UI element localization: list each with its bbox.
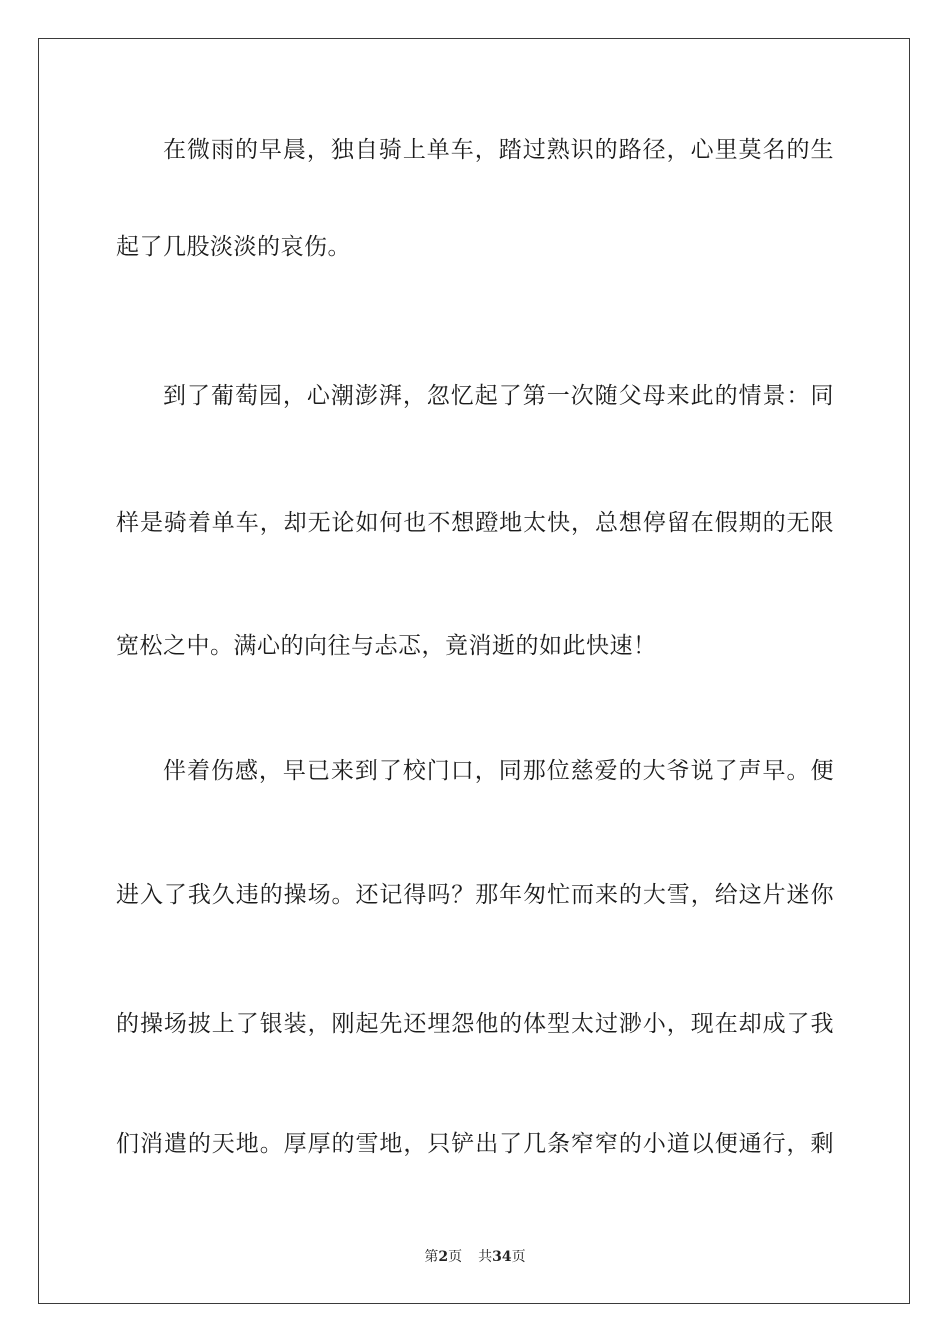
paragraph-1-line-1: 在微雨的早晨，独自骑上单车，踏过熟识的路径，心里莫名的生: [163, 137, 834, 163]
paragraph-3-line-4: 们消遣的天地。厚厚的雪地，只铲出了几条窄窄的小道以便通行，剩: [116, 1131, 834, 1157]
paragraph-2-line-3: 宽松之中。满心的向往与忐忑，竟消逝的如此快速！: [116, 633, 657, 659]
total-pages-label: 共34页: [478, 1249, 526, 1265]
paragraph-2-line-2: 样是骑着单车，却无论如何也不想蹬地太快，总想停留在假期的无限: [116, 510, 834, 536]
page-border: [38, 38, 910, 1304]
page-number-label: 第2页: [424, 1249, 463, 1265]
paragraph-2-line-1: 到了葡萄园，心潮澎湃，忽忆起了第一次随父母来此的情景：同: [163, 383, 834, 409]
paragraph-1-line-2: 起了几股淡淡的哀伤。: [116, 234, 351, 260]
paragraph-3-line-2: 进入了我久违的操场。还记得吗？那年匆忙而来的大雪，给这片迷你: [116, 882, 834, 908]
paragraph-3-line-1: 伴着伤感，早已来到了校门口，同那位慈爱的大爷说了声早。便: [163, 758, 834, 784]
page-footer: [0, 1247, 950, 1267]
paragraph-3-line-3: 的操场披上了银装，刚起先还埋怨他的体型太过渺小，现在却成了我: [116, 1011, 834, 1037]
